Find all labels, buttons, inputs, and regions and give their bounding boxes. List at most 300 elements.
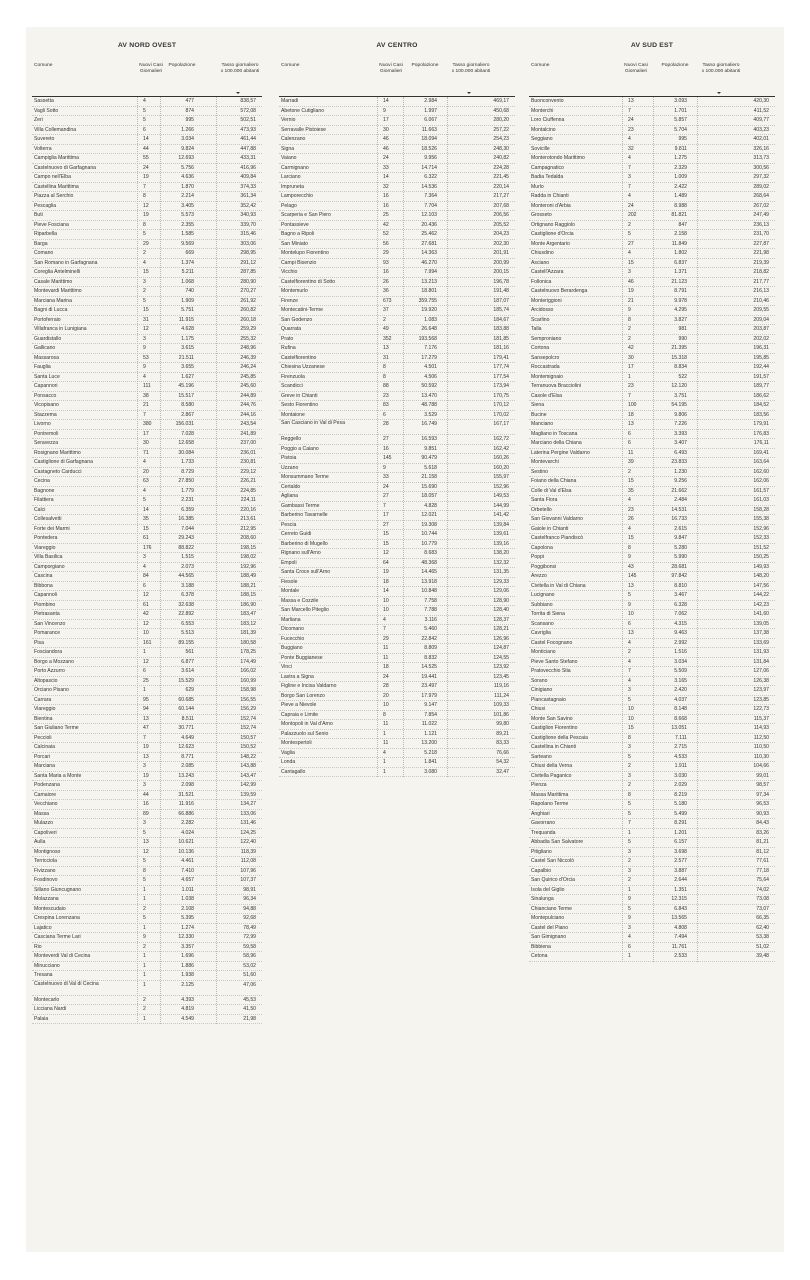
table-row	[529, 743, 775, 753]
sort-desc-icon[interactable]	[467, 92, 471, 94]
cell-popolazione: 18.801	[421, 288, 437, 294]
cell-tasso: 142,99	[240, 782, 256, 788]
table-header	[529, 60, 775, 97]
table-row	[529, 724, 775, 734]
table-row	[279, 249, 515, 259]
cell-tasso: 280,20	[493, 117, 509, 123]
cell-tasso: 245,85	[240, 373, 256, 380]
cell-nuovi-casi: 44	[143, 145, 149, 152]
cell-nuovi-casi: 16	[383, 193, 389, 199]
cell-popolazione: 2.577	[674, 858, 687, 864]
cell-popolazione: 4.315	[674, 620, 687, 627]
cell-tasso: 112,50	[753, 734, 769, 741]
cell-tasso: 97,34	[756, 791, 769, 798]
cell-popolazione: 9.824	[181, 145, 194, 152]
cell-tasso: 123,92	[493, 664, 509, 670]
cell-comune: Abetone Cutigliano	[281, 107, 325, 114]
cell-comune: Montignoso	[34, 848, 61, 855]
cell-comune: Campagnatico	[531, 164, 564, 171]
cell-comune: Castiglione d'Orcia	[531, 231, 574, 237]
header-comune[interactable]: Comune	[531, 63, 550, 68]
cell-tasso: 133,06	[240, 810, 256, 817]
cell-comune: Rio	[34, 943, 42, 950]
cell-comune: San Romano in Garfagnana	[34, 259, 98, 266]
cell-comune: Coreglia Antelminelli	[34, 269, 81, 275]
cell-popolazione: 2.644	[674, 877, 687, 883]
cell-tasso: 181,16	[493, 345, 509, 351]
cell-nuovi-casi: 9	[383, 464, 386, 471]
cell-comune: Montespertoli	[281, 740, 312, 746]
cell-popolazione: 4.295	[674, 307, 687, 313]
header-nuovi-casi[interactable]: Nuovi Casi Giornalieri	[624, 63, 648, 74]
header-tasso[interactable]: Tasso giornaliero x 100.000 abitanti	[701, 63, 741, 74]
table-body	[32, 97, 262, 1024]
cell-popolazione: 1.201	[674, 829, 687, 836]
cell-comune: Vicopisano	[34, 402, 59, 408]
cell-tasso: 216,13	[753, 288, 769, 294]
cell-comune: Montopoli in Val d'Arno	[281, 721, 333, 727]
cell-comune: Badia Tedalda	[531, 174, 564, 180]
cell-tasso: 203,87	[753, 326, 769, 332]
cell-popolazione: 1.585	[181, 231, 194, 237]
cell-comune: San Vincenzo	[34, 620, 66, 627]
table-row	[529, 677, 775, 687]
cell-comune: Capannori	[34, 383, 58, 389]
cell-tasso: 59,58	[243, 943, 256, 950]
cell-popolazione: 13.470	[421, 392, 437, 399]
table-row	[529, 686, 775, 696]
table-row	[279, 483, 515, 493]
table-row	[279, 578, 515, 588]
cell-tasso: 231,70	[753, 231, 769, 237]
cell-nuovi-casi: 3	[143, 554, 146, 560]
cell-popolazione: 1.011	[181, 886, 194, 893]
table-row	[529, 544, 775, 554]
cell-nuovi-casi: 12	[383, 550, 389, 556]
cell-popolazione: 8.580	[181, 402, 194, 408]
cell-popolazione: 48.788	[421, 402, 437, 408]
cell-tasso: 147,56	[753, 582, 769, 589]
cell-comune: Rosignano Marittimo	[34, 449, 81, 456]
cell-nuovi-casi: 1	[628, 953, 631, 959]
cell-popolazione: 2.073	[181, 563, 194, 570]
cell-comune: San Gimignano	[531, 934, 567, 940]
cell-popolazione: 4.393	[181, 996, 194, 1003]
cell-popolazione: 5.509	[674, 668, 687, 674]
cell-nuovi-casi: 15	[383, 531, 389, 537]
cell-comune: Pietrasanta	[34, 611, 60, 617]
cell-popolazione: 156.031	[175, 421, 194, 427]
cell-tasso: 114,93	[753, 725, 769, 731]
cell-popolazione: 5.756	[181, 164, 194, 171]
cell-tasso: 177,74	[493, 364, 509, 370]
cell-popolazione: 17.279	[421, 354, 437, 361]
cell-popolazione: 995	[678, 136, 687, 142]
cell-tasso: 107,96	[240, 867, 256, 874]
cell-popolazione: 5.280	[674, 544, 687, 551]
cell-nuovi-casi: 5	[628, 905, 631, 912]
cell-popolazione: 9.851	[424, 445, 437, 452]
cell-popolazione: 1.779	[181, 487, 194, 494]
cell-comune: Agliana	[281, 493, 298, 499]
cell-tasso: 98,57	[756, 782, 769, 788]
cell-tasso: 240,82	[493, 155, 509, 161]
cell-popolazione: 21.662	[671, 487, 687, 494]
cell-popolazione: 522	[678, 373, 687, 380]
cell-nuovi-casi: 31	[143, 316, 149, 323]
cell-nuovi-casi: 29	[383, 250, 389, 256]
table-row	[32, 297, 262, 307]
cell-tasso: 110,30	[753, 753, 769, 760]
cell-comune: Pontassieve	[281, 221, 309, 228]
cell-nuovi-casi: 352	[383, 335, 392, 342]
cell-popolazione: 8.834	[674, 364, 687, 370]
cell-nuovi-casi: 29	[383, 635, 389, 642]
cell-comune: Figline e Incisa Valdarno	[281, 683, 337, 689]
table-row	[32, 952, 262, 962]
table-row	[32, 629, 262, 639]
cell-comune: Borgo a Mozzano	[34, 658, 74, 665]
cell-popolazione: 23.833	[671, 459, 687, 465]
cell-comune: Semproniano	[531, 335, 562, 342]
cell-comune: Cecina	[34, 478, 50, 484]
cell-popolazione: 21.395	[671, 345, 687, 351]
cell-nuovi-casi: 11	[383, 654, 389, 661]
cell-nuovi-casi: 18	[628, 411, 634, 418]
cell-nuovi-casi: 32	[383, 183, 389, 190]
cell-popolazione: 2.992	[674, 639, 687, 646]
header-comune[interactable]: Comune	[34, 63, 53, 68]
cell-nuovi-casi: 24	[383, 483, 389, 490]
cell-nuovi-casi: 9	[628, 554, 631, 560]
cell-popolazione: 2.231	[181, 497, 194, 503]
cell-nuovi-casi: 13	[143, 753, 149, 760]
cell-popolazione: 1.841	[424, 759, 437, 765]
table-row	[279, 183, 515, 193]
cell-nuovi-casi: 10	[383, 702, 389, 708]
cell-nuovi-casi: 42	[628, 345, 634, 351]
cell-tasso: 133,69	[753, 639, 769, 646]
cell-comune: Sovicille	[531, 145, 550, 152]
cell-tasso: 96,53	[756, 801, 769, 807]
cell-popolazione: 3.405	[181, 202, 194, 209]
cell-nuovi-casi: 16	[383, 202, 389, 209]
cell-tasso: 148,22	[240, 753, 256, 760]
cell-comune: Terricciola	[34, 858, 57, 864]
cell-comune: Pienza	[531, 782, 547, 788]
cell-comune: Monteroni d'Arbia	[531, 202, 571, 209]
table-row	[279, 673, 515, 683]
table-row	[529, 97, 775, 107]
cell-comune: Casciana Terme Lari	[34, 934, 81, 940]
table-row	[279, 107, 515, 117]
cell-tasso: 260,18	[240, 316, 256, 323]
cell-tasso: 129,33	[493, 578, 509, 585]
cell-tasso: 167,17	[493, 421, 509, 427]
cell-tasso: 236,13	[753, 221, 769, 228]
cell-comune: Santa Luce	[34, 373, 60, 380]
sort-desc-icon[interactable]	[717, 92, 721, 94]
header-tasso[interactable]: Tasso giornaliero x 100.000 abitanti	[220, 63, 260, 74]
cell-comune: Cinigiano	[531, 687, 553, 693]
cell-comune: San Quirico d'Orcia	[531, 877, 576, 883]
cell-nuovi-casi: 12	[143, 658, 149, 665]
cell-tasso: 247,49	[753, 212, 769, 218]
cell-comune: Barberino di Mugello	[281, 540, 328, 547]
cell-tasso: 99,01	[756, 772, 769, 779]
cell-nuovi-casi: 94	[143, 706, 149, 712]
table-row	[529, 553, 775, 563]
cell-popolazione: 32.638	[178, 601, 194, 608]
cell-nuovi-casi: 8	[143, 867, 146, 874]
cell-popolazione: 7.028	[181, 430, 194, 437]
cell-nuovi-casi: 64	[383, 559, 389, 566]
table-row	[32, 705, 262, 715]
cell-nuovi-casi: 14	[383, 588, 389, 594]
cell-popolazione: 2.867	[181, 411, 194, 418]
cell-nuovi-casi: 6	[628, 440, 631, 446]
cell-nuovi-casi: 19	[143, 744, 149, 750]
cell-popolazione: 27.681	[421, 240, 437, 247]
cell-popolazione: 16.749	[421, 421, 437, 427]
table-row	[529, 202, 775, 212]
cell-nuovi-casi: 4	[628, 934, 631, 940]
header-popolazione[interactable]: Popolazione	[168, 63, 196, 68]
cell-popolazione: 10.744	[421, 531, 437, 537]
cell-comune: Scandicci	[281, 383, 303, 389]
cell-popolazione: 2.282	[181, 820, 194, 826]
cell-comune: Montelupo Fiorentino	[281, 250, 329, 256]
cell-tasso: 134,27	[240, 801, 256, 807]
cell-tasso: 129,06	[493, 588, 509, 594]
cell-comune: Ortignano Raggiolo	[531, 221, 575, 228]
cell-comune: Orciano Pisano	[34, 687, 69, 693]
cell-tasso: 123,45	[493, 673, 509, 680]
cell-nuovi-casi: 13	[143, 715, 149, 722]
cell-comune: Rapolano Terme	[531, 801, 569, 807]
cell-nuovi-casi: 37	[383, 307, 389, 313]
table-row	[32, 781, 262, 791]
table-row	[32, 943, 262, 953]
cell-tasso: 218,82	[753, 269, 769, 275]
table-row	[529, 895, 775, 905]
table-row	[279, 559, 515, 569]
table-row	[529, 601, 775, 611]
cell-tasso: 217,77	[753, 278, 769, 285]
cell-comune: Bagni di Lucca	[34, 307, 68, 313]
cell-nuovi-casi: 4	[628, 639, 631, 646]
table-row	[32, 487, 262, 497]
table-row	[32, 515, 262, 525]
cell-tasso: 402,01	[753, 136, 769, 142]
cell-popolazione: 2.422	[674, 183, 687, 190]
cell-nuovi-casi: 13	[628, 421, 634, 427]
cell-popolazione: 2.085	[181, 763, 194, 769]
table-row	[32, 449, 262, 459]
cell-comune: Monteriggioni	[531, 297, 562, 304]
cell-tasso: 112,08	[240, 858, 256, 864]
cell-comune: Cortona	[531, 345, 550, 351]
cell-nuovi-casi: 8	[628, 734, 631, 741]
table-row	[529, 515, 775, 525]
cell-nuovi-casi: 84	[143, 573, 149, 579]
cell-popolazione: 9.256	[674, 478, 687, 484]
cell-tasso: 54,32	[496, 759, 509, 765]
header-popolazione[interactable]: Popolazione	[411, 63, 439, 68]
cell-tasso: 122,40	[240, 839, 256, 845]
cell-popolazione: 18.526	[421, 145, 437, 152]
cell-popolazione: 10.848	[421, 588, 437, 594]
cell-tasso: 178,25	[240, 649, 256, 655]
table-row	[529, 781, 775, 791]
table-row	[279, 435, 515, 445]
table-row	[32, 192, 262, 202]
cell-popolazione: 1.701	[674, 107, 687, 114]
cell-comune: Campiglia Marittima	[34, 155, 80, 161]
cell-nuovi-casi: 17	[383, 117, 389, 123]
header-tasso[interactable]: Tasso giornaliero x 100.000 abitanti	[451, 63, 491, 74]
header-nuovi-casi[interactable]: Nuovi Casi Giornalieri	[379, 63, 403, 74]
cell-comune: Cascina	[34, 573, 53, 579]
cell-comune: Bagnone	[34, 487, 55, 494]
cell-comune: Reggello	[281, 436, 302, 442]
cell-popolazione: 3.034	[181, 136, 194, 142]
cell-nuovi-casi: 3	[143, 278, 146, 285]
cell-tasso: 236,01	[240, 449, 256, 456]
table-body	[529, 97, 775, 962]
cell-tasso: 83,33	[496, 740, 509, 746]
cell-popolazione: 5.180	[674, 801, 687, 807]
table-row	[32, 534, 262, 544]
cell-popolazione: 2.214	[181, 193, 194, 199]
cell-nuovi-casi: 6	[383, 411, 386, 418]
cell-tasso: 131,84	[753, 658, 769, 665]
cell-popolazione: 2.108	[181, 905, 194, 912]
column-separator	[137, 97, 138, 1024]
table-row	[32, 116, 262, 126]
cell-comune: Campo nell'Elba	[34, 174, 71, 180]
cell-nuovi-casi: 1	[143, 896, 146, 902]
cell-nuovi-casi: 4	[628, 155, 631, 161]
cell-comune: Vinci	[281, 664, 292, 670]
cell-tasso: 361,34	[240, 193, 256, 199]
cell-tasso: 62,40	[756, 924, 769, 931]
cell-comune: Castelfranco Piandiscò	[531, 535, 584, 541]
cell-popolazione: 10.136	[178, 848, 194, 855]
cell-comune: Monticiano	[531, 649, 556, 655]
cell-popolazione: 6.359	[181, 506, 194, 513]
table-row	[32, 971, 262, 981]
cell-tasso: 138,20	[493, 550, 509, 556]
cell-popolazione: 2.158	[674, 231, 687, 237]
cell-nuovi-casi: 5	[143, 877, 146, 883]
table-row	[32, 392, 262, 402]
table-row	[279, 278, 515, 288]
cell-comune: Pescia	[281, 521, 297, 528]
cell-nuovi-casi: 5	[143, 107, 146, 114]
table-row	[529, 297, 775, 307]
cell-popolazione: 1.733	[181, 459, 194, 465]
cell-popolazione: 8.729	[181, 468, 194, 475]
cell-comune: San Giovanni Valdarno	[531, 516, 584, 522]
cell-tasso: 156,29	[240, 706, 256, 712]
cell-popolazione: 3.751	[674, 392, 687, 399]
header-popolazione[interactable]: Popolazione	[661, 63, 689, 68]
cell-nuovi-casi: 52	[383, 231, 389, 237]
cell-tasso: 205,52	[493, 221, 509, 228]
cell-comune: Carrara	[34, 696, 52, 703]
cell-popolazione: 7.111	[675, 734, 687, 741]
cell-popolazione: 8.791	[674, 288, 687, 294]
cell-comune: Laterina Pergine Valdarno	[531, 449, 590, 456]
table-row	[529, 838, 775, 848]
cell-comune: Casale Marittimo	[34, 278, 73, 285]
cell-tasso: 73,08	[756, 896, 769, 902]
cell-comune: Anghiari	[531, 810, 550, 817]
cell-comune: Vecchiano	[34, 801, 58, 807]
cell-comune: Ponsacco	[34, 392, 57, 399]
column-separator	[216, 97, 217, 1024]
cell-tasso: 246,24	[240, 364, 256, 370]
cell-comune: Sassetta	[34, 98, 54, 104]
table-row	[32, 648, 262, 658]
cell-comune: Subbiano	[531, 601, 553, 608]
cell-comune: Lamporecchio	[281, 193, 313, 199]
cell-tasso: 261,92	[240, 297, 256, 304]
cell-popolazione: 11.915	[178, 316, 194, 323]
table-row	[529, 278, 775, 288]
cell-popolazione: 5.704	[674, 126, 687, 133]
cell-tasso: 139,84	[493, 521, 509, 528]
column-separator	[447, 97, 448, 777]
table-row	[32, 848, 262, 858]
table-row	[32, 800, 262, 810]
region-table-2	[529, 41, 775, 962]
cell-tasso: 142,23	[753, 601, 769, 608]
cell-nuovi-casi: 12	[143, 848, 149, 855]
cell-popolazione: 5.857	[674, 117, 687, 123]
cell-popolazione: 3.080	[424, 768, 437, 775]
header-nuovi-casi[interactable]: Nuovi Casi Giornalieri	[139, 63, 163, 74]
table-row	[32, 164, 262, 174]
cell-popolazione: 22.892	[178, 611, 194, 617]
table-row	[279, 597, 515, 607]
cell-nuovi-casi: 56	[383, 240, 389, 247]
table-row	[32, 126, 262, 136]
cell-comune: Massa	[34, 810, 50, 817]
cell-comune: Loro Ciuffenna	[531, 117, 565, 123]
cell-nuovi-casi: 3	[628, 867, 631, 874]
cell-popolazione: 7.788	[424, 607, 437, 613]
table-row	[529, 639, 775, 649]
cell-nuovi-casi: 14	[143, 506, 149, 513]
cell-comune: Altopascio	[34, 677, 58, 684]
cell-comune: Comano	[34, 250, 54, 256]
table-row	[279, 568, 515, 578]
table-row	[32, 420, 262, 430]
cell-tasso: 184,67	[493, 316, 509, 323]
sort-desc-icon[interactable]	[236, 92, 240, 94]
cell-nuovi-casi: 10	[628, 715, 634, 722]
cell-popolazione: 1.627	[181, 373, 194, 380]
table-row	[529, 582, 775, 592]
header-comune[interactable]: Comune	[281, 63, 300, 68]
cell-tasso: 39,48	[756, 953, 769, 959]
cell-popolazione: 15.529	[178, 677, 194, 684]
table-row	[32, 696, 262, 706]
table-row	[279, 192, 515, 202]
cell-comune: Castelfiorentino di Sotto	[281, 278, 336, 285]
